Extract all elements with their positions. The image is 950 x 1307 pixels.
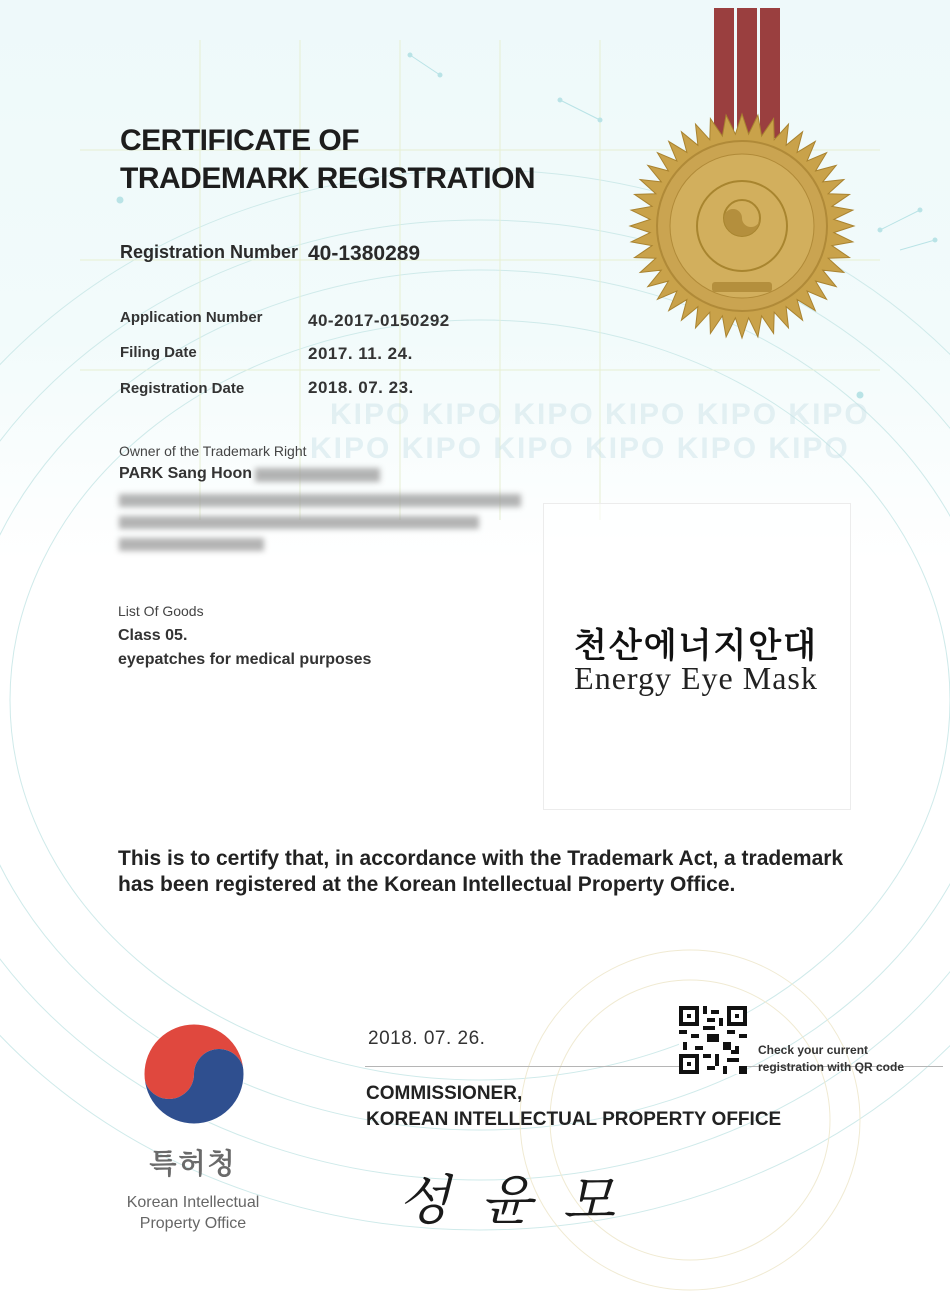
- qr-text-line-1: Check your current: [758, 1043, 869, 1057]
- registration-number-label: Registration Number: [120, 242, 299, 262]
- taegeuk-logo-icon: [140, 1020, 248, 1128]
- goods-class: Class 05.: [118, 627, 188, 644]
- commissioner-signature: 성윤모: [398, 1169, 645, 1232]
- filing-date-value: 2017. 11. 24.: [308, 344, 413, 363]
- owner-label: Owner of the Trademark Right: [119, 443, 307, 459]
- goods-list: [118, 624, 371, 672]
- redacted-address: [119, 494, 521, 507]
- registration-date-label: Registration Date: [120, 380, 245, 397]
- owner-name: PARK Sang Hoon: [119, 465, 253, 482]
- application-number-label: Application Number: [120, 309, 263, 326]
- title-line-1: CERTIFICATE OF: [120, 124, 360, 157]
- redacted-owner-id: [255, 468, 380, 482]
- office-name-line-2: Property Office: [139, 1215, 247, 1232]
- qr-text-line-2: registration with QR code: [758, 1060, 905, 1074]
- application-number-value: 40-2017-0150292: [308, 311, 450, 330]
- office-name-line-1: Korean Intellectual: [126, 1194, 260, 1211]
- certificate-title: [120, 122, 580, 198]
- commissioner-line-2: KOREAN INTELLECTUAL PROPERTY OFFICE: [366, 1109, 782, 1130]
- goods-label: List Of Goods: [118, 603, 204, 619]
- issue-date: 2018. 07. 26.: [368, 1028, 486, 1049]
- kipo-watermark: KIPO KIPO KIPO KIPO KIPO KIPO: [310, 432, 850, 465]
- commissioner-title: [366, 1081, 781, 1133]
- commissioner-line-1: COMMISSIONER,: [366, 1083, 523, 1104]
- certification-statement: This is to certify that, in accordance with the Trademark Act, a trademark has been registered at the Korean Intellectual Property Office.: [118, 847, 844, 896]
- gold-seal-emblem: [620, 0, 870, 350]
- qr-instructions: [758, 1042, 904, 1076]
- filing-date-label: Filing Date: [120, 344, 197, 361]
- trademark-korean: 천산에너지안대: [574, 626, 818, 666]
- kipo-watermark: KIPO KIPO KIPO KIPO KIPO KIPO: [330, 398, 870, 431]
- trademark-english: Energy Eye Mask: [574, 660, 818, 696]
- qr-code-icon[interactable]: [679, 1006, 747, 1074]
- office-name-english: [110, 1192, 276, 1234]
- title-line-2: TRADEMARK REGISTRATION: [120, 162, 536, 195]
- redacted-address: [119, 516, 479, 529]
- registration-date-value: 2018. 07. 23.: [308, 378, 414, 397]
- goods-description: eyepatches for medical purposes: [118, 651, 372, 668]
- redacted-address: [119, 538, 264, 551]
- registration-number-value: 40-1380289: [308, 242, 421, 265]
- office-name-korean: 특허청: [149, 1147, 237, 1180]
